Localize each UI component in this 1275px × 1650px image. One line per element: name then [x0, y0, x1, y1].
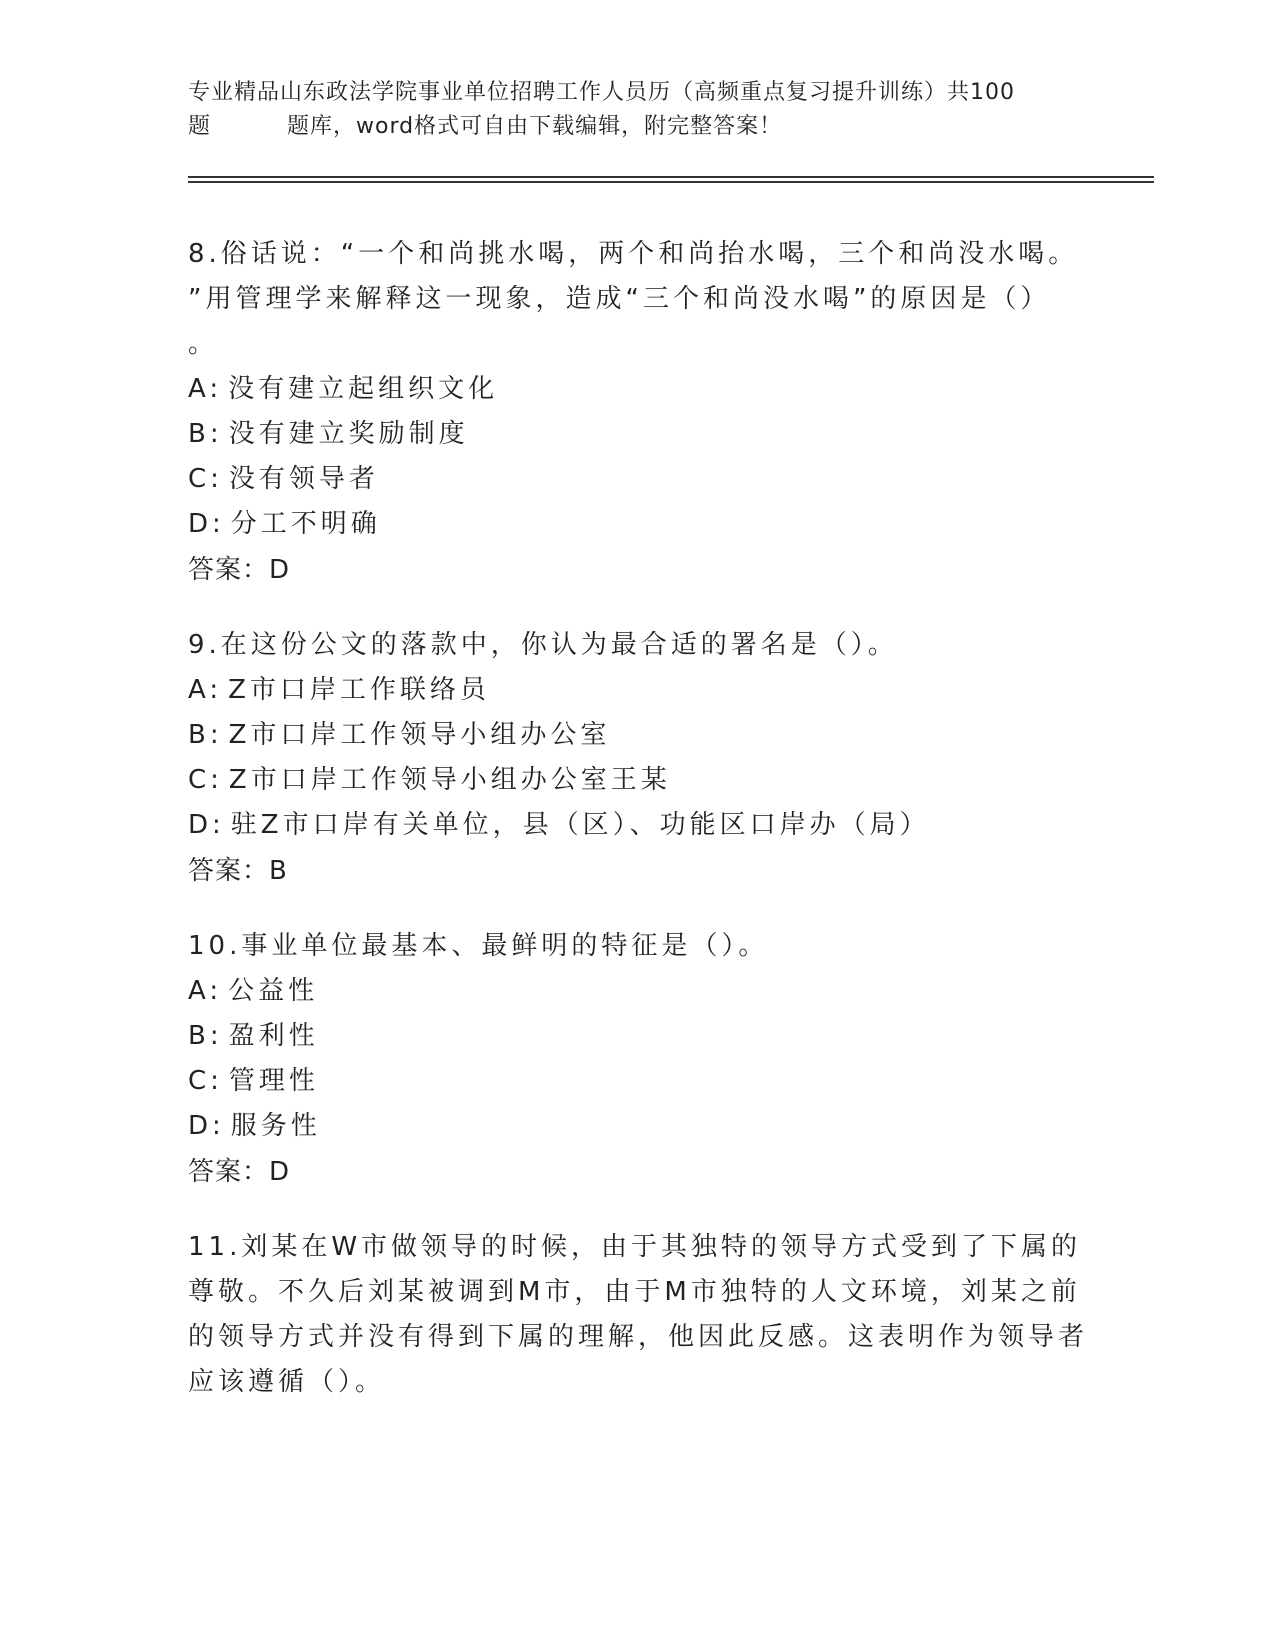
option-text: 管理性 [228, 1066, 319, 1096]
option-text: 服务性 [230, 1111, 321, 1141]
option-key: A: [188, 374, 223, 404]
option-key: D: [188, 509, 225, 539]
option-key: C: [188, 1066, 223, 1096]
option-b [188, 412, 1088, 457]
option-d [188, 803, 1088, 848]
header-line-2-start: 题 [188, 114, 212, 139]
header-rule-bottom [188, 181, 1154, 183]
header-rule-top [188, 176, 1154, 178]
option-key: B: [188, 1021, 223, 1051]
option-text: 没有建立奖励制度 [228, 419, 469, 449]
option-text: 驻Z市口岸有关单位，县（区）、功能区口岸办（局） [230, 810, 930, 840]
answer: 答案：B [188, 856, 288, 886]
question-text: 9.在这份公文的落款中，你认为最合适的署名是（）。 [188, 630, 898, 660]
option-key: B: [188, 720, 223, 750]
option-b [188, 713, 1088, 758]
option-key: C: [188, 765, 223, 795]
option-text: Z市口岸工作领导小组办公室 [228, 720, 611, 750]
option-c [188, 1059, 1088, 1104]
option-text: 公益性 [228, 976, 319, 1006]
question-11 [188, 1225, 1088, 1405]
header-line-2-rest: 题库，word格式可自由下载编辑，附完整答案！ [287, 114, 783, 139]
option-text: 没有建立起组织文化 [228, 374, 499, 404]
answer: 答案：D [188, 1157, 291, 1187]
option-key: C: [188, 464, 223, 494]
option-d [188, 1104, 1088, 1149]
question-8 [188, 232, 1088, 593]
option-text: 盈利性 [228, 1021, 319, 1051]
question-list [188, 232, 1088, 1435]
option-a [188, 969, 1088, 1014]
header-line-1: 专业精品山东政法学院事业单位招聘工作人员历（高频重点复习提升训练）共100 [188, 80, 1015, 105]
option-a [188, 668, 1088, 713]
question-text: 8.俗话说：“一个和尚挑水喝，两个和尚抬水喝，三个和尚没水喝。 ”用管理学来解释这一现象，造成“三个和尚没水喝”的原因是（） 。 [188, 239, 1079, 359]
option-text: Z市口岸工作联络员 [228, 675, 490, 705]
question-text: 10.事业单位最基本、最鲜明的特征是（）。 [188, 931, 769, 961]
document-header [188, 76, 1088, 144]
answer: 答案：D [188, 555, 291, 585]
option-key: A: [188, 675, 223, 705]
option-key: D: [188, 810, 225, 840]
option-text: 分工不明确 [230, 509, 381, 539]
option-text: Z市口岸工作领导小组办公室王某 [228, 765, 671, 795]
option-d [188, 502, 1088, 547]
header-line-2 [188, 110, 1088, 144]
question-10 [188, 924, 1088, 1195]
option-c [188, 457, 1088, 502]
option-c [188, 758, 1088, 803]
option-key: A: [188, 976, 223, 1006]
option-text: 没有领导者 [228, 464, 379, 494]
option-key: B: [188, 419, 223, 449]
option-a [188, 367, 1088, 412]
question-text: 11.刘某在W市做领导的时候，由于其独特的领导方式受到了下属的尊敬。不久后刘某被调到M市，由于M市独特的人文环境，刘某之前的领导方式并没有得到下属的理解，他因此反感。这表明作为领导者应该遵循（）。 [188, 1232, 1089, 1397]
option-key: D: [188, 1111, 225, 1141]
option-b [188, 1014, 1088, 1059]
question-9 [188, 623, 1088, 894]
